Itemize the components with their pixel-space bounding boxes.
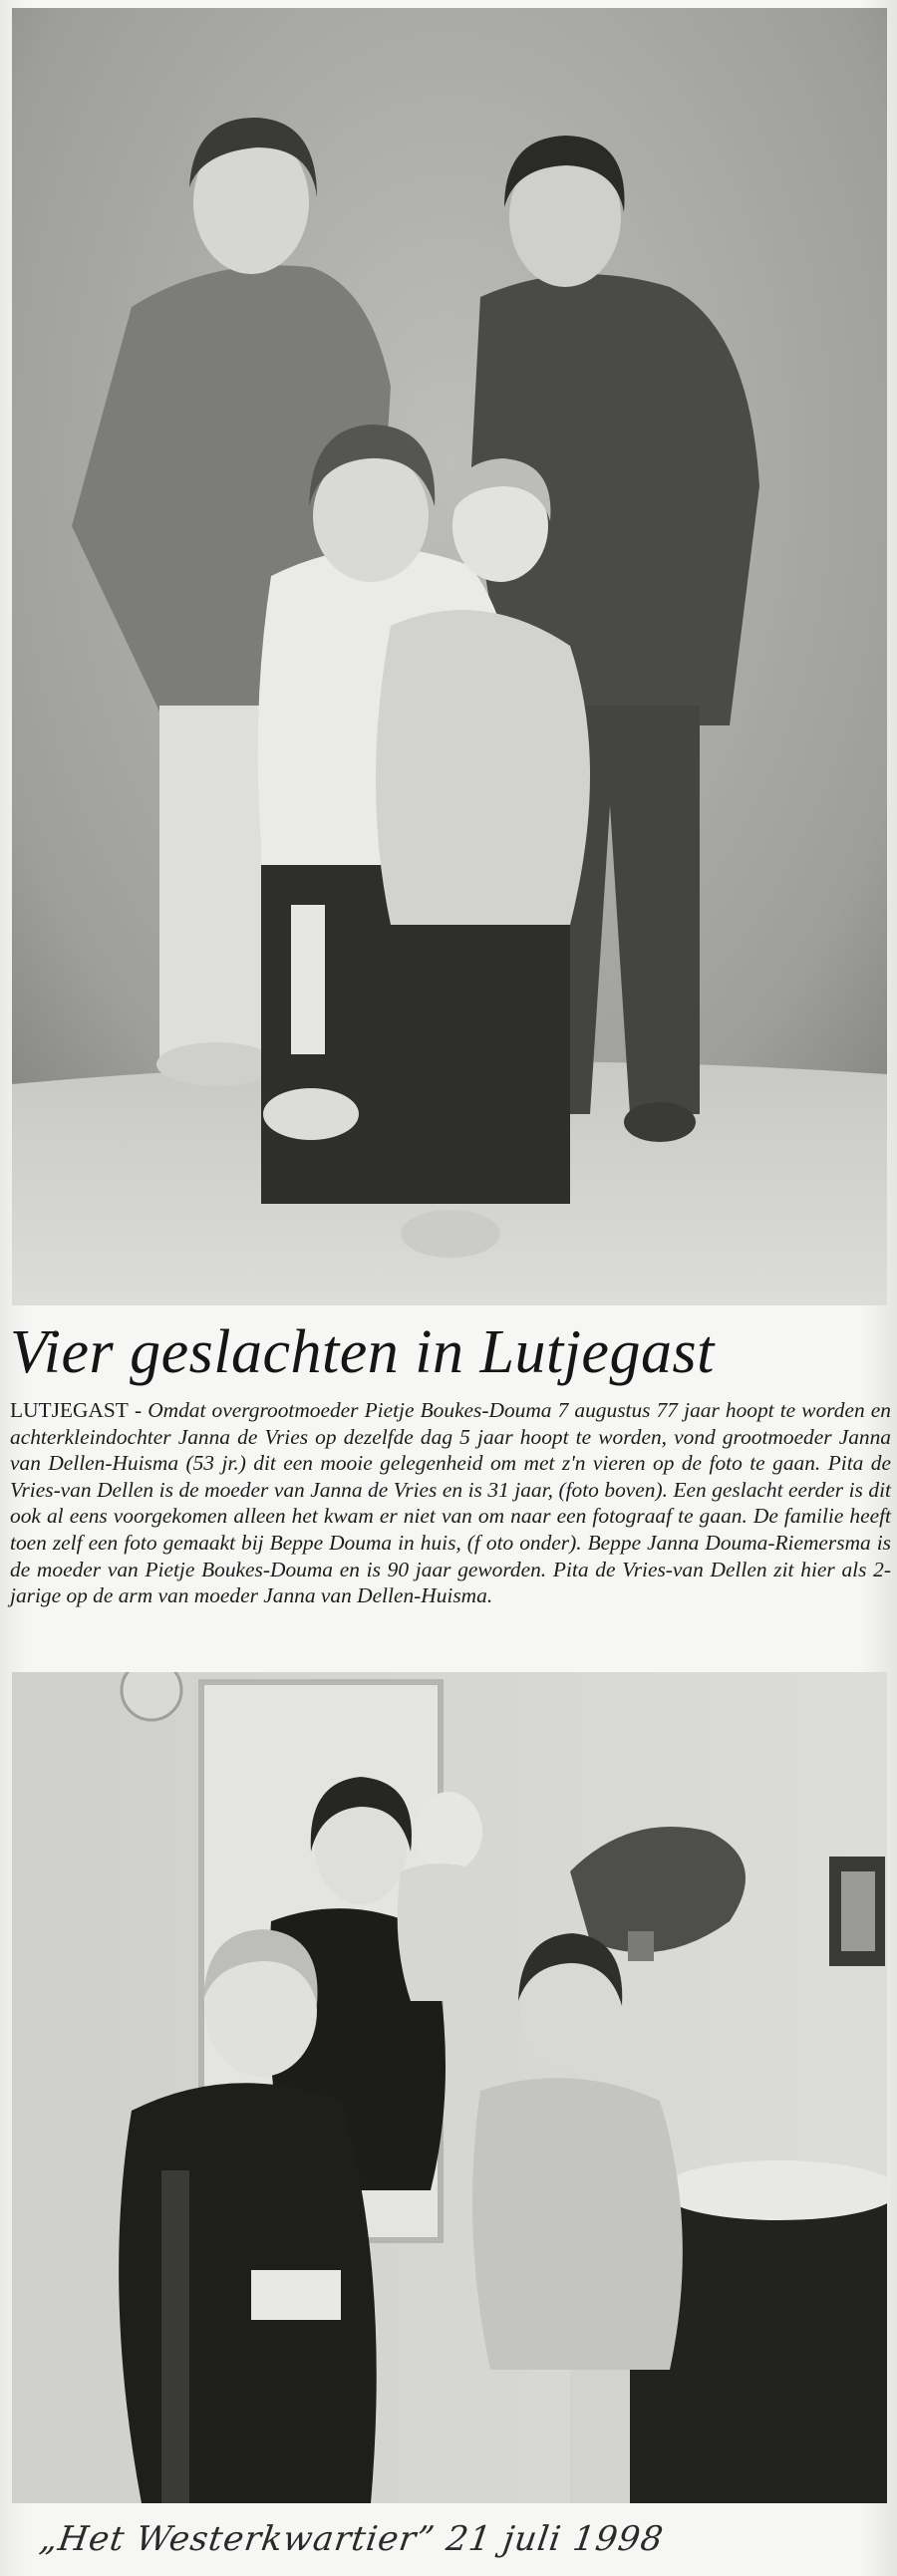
photo-top-image: [12, 8, 887, 1305]
photo-bottom-image: [12, 1672, 887, 2503]
photo-four-generations-top: [12, 8, 887, 1305]
handwritten-source-note: „Het Westerkwartier” 21 juli 1998: [37, 2519, 667, 2559]
article-headline: Vier geslachten in Lutjegast: [10, 1318, 715, 1386]
photo-four-generations-bottom: [12, 1672, 887, 2503]
article-body: [10, 1397, 891, 1664]
article-body-text: - Omdat overgrootmoeder Pietje Boukes-Douma 7 augustus 77 jaar hoopt te worden en achterkleindochter Janna de Vries op dezelfde dag 5 jaar hoopt te worden, vond grootmoeder Janna van Dellen-Huisma (53 jr.) dit een mooie gelegenheid om met z'n vieren op de foto te gaan. Pita de Vries-van Dellen is de moeder van Janna de Vries en is 31 jaar, (foto boven). Een geslacht eerder is dit ook al eens voorgekomen alleen het kwam er niet van om naar een fotograaf te gaan. De familie heeft toen zelf een foto gemaakt bij Beppe Douma in huis, (f oto onder). Beppe Janna Douma-Riemersma is de moeder van Pietje Boukes-Douma en is 90 jaar geworden. Pita de Vries-van Dellen zit hier als 2-jarige op de arm van moeder Janna van Dellen-Huisma.: [10, 1398, 891, 1608]
article-dateline: LUTJEGAST: [10, 1398, 129, 1422]
